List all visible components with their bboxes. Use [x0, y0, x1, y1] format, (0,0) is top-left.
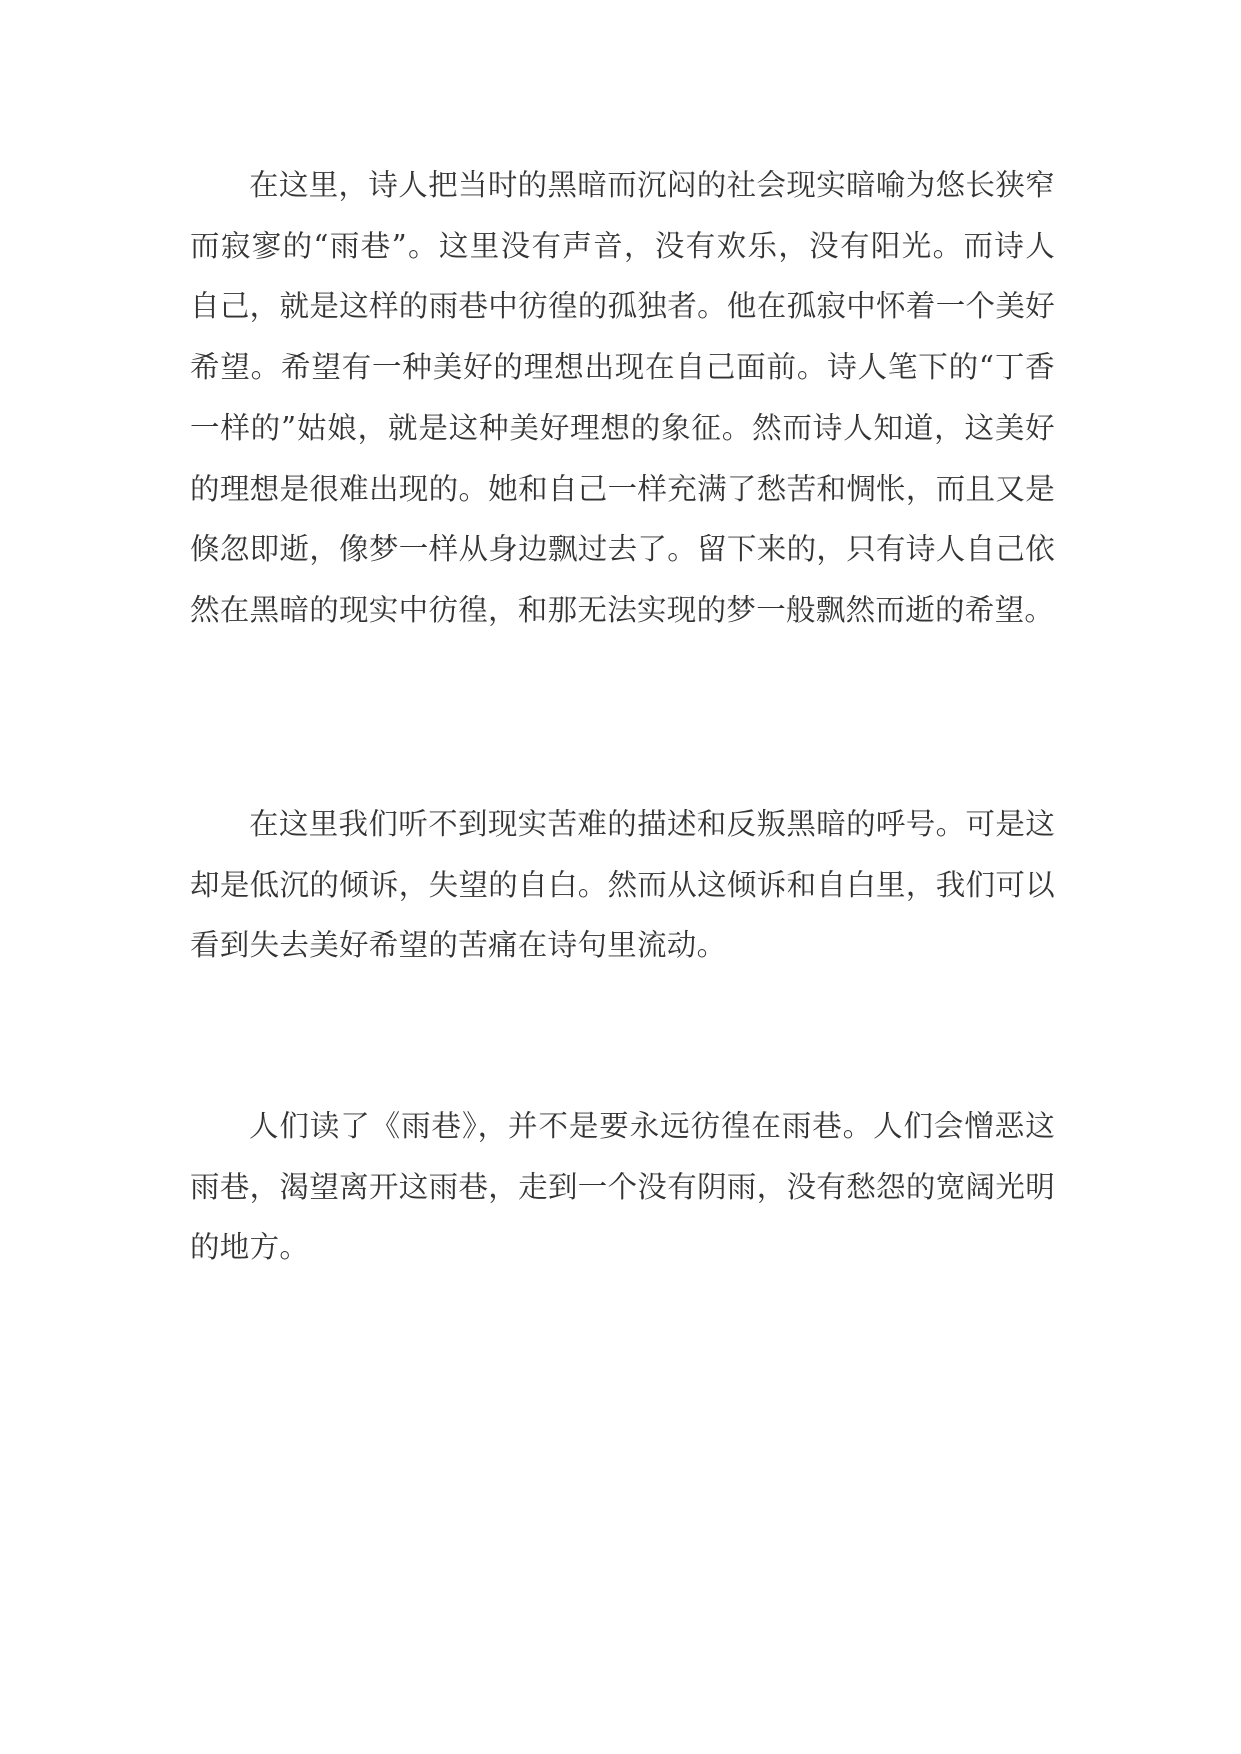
paragraph-2: 在这里我们听不到现实苦难的描述和反叛黑暗的呼号。可是这却是低沉的倾诉，失望的自白。然而从这倾诉和自白里，我们可以看到失去美好希望的苦痛在诗句里流动。	[190, 807, 1055, 963]
paragraph-3: 人们读了《雨巷》，并不是要永远彷徨在雨巷。人们会憎恶这雨巷，渴望离开这雨巷，走到一个没有阴雨，没有愁怨的宽阔光明的地方。	[190, 1109, 1055, 1265]
paragraph-1: 在这里，诗人把当时的黑暗而沉闷的社会现实暗喻为悠长狭窄而寂寥的“雨巷”。这里没有声音，没有欢乐，没有阳光。而诗人自己，就是这样的雨巷中彷徨的孤独者。他在孤寂中怀着一个美好希望。希望有一种美好的理想出现在自己面前。诗人笔下的“丁香一样的”姑娘，就是这种美好理想的象征。然而诗人知道，这美好的理想是很难出现的。她和自己一样充满了愁苦和惆怅，而且又是倏忽即逝，像梦一样从身边飘过去了。留下来的，只有诗人自己依然在黑暗的现实中彷徨，和那无法实现的梦一般飘然而逝的希望。	[190, 168, 1055, 627]
